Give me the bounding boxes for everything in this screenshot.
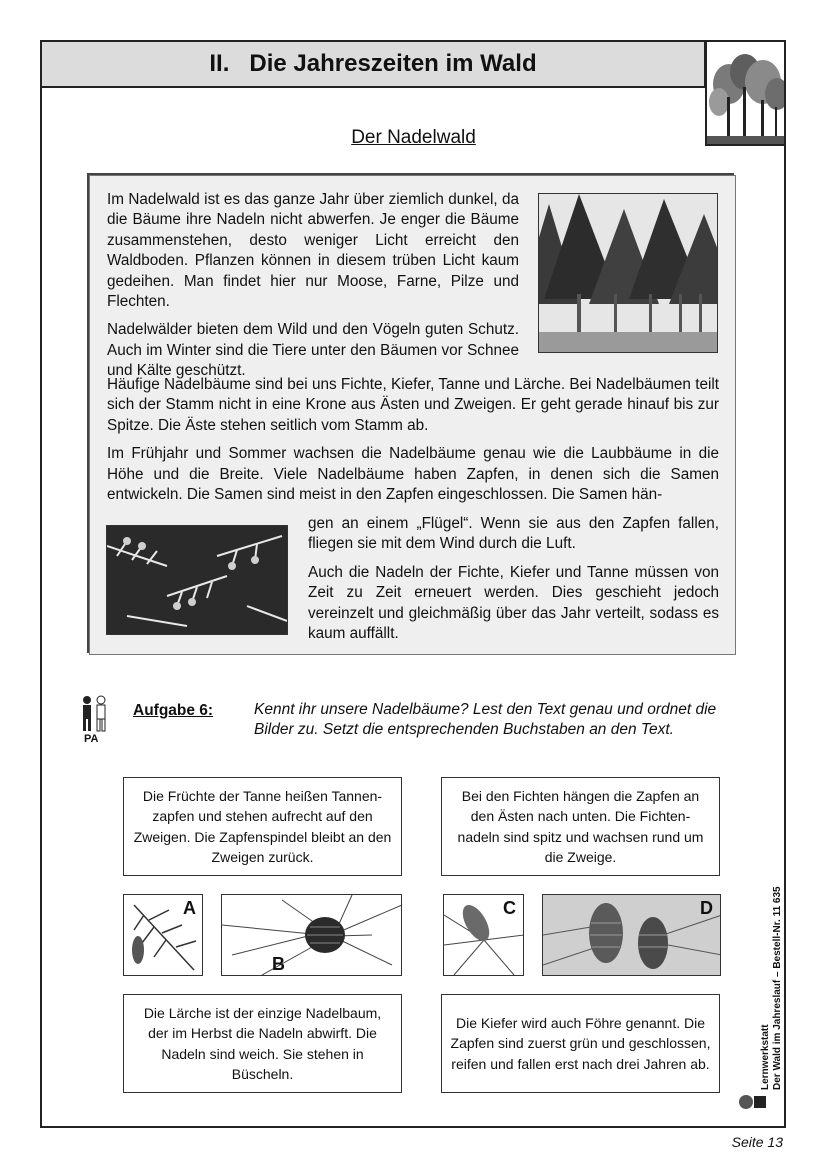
task-label: Aufgabe 6:	[133, 702, 214, 719]
card-fichte: Bei den Fichten hängen die Zapfen an den Ästen nach unten. Die Fichten-nadeln sind spitz und wachsen rund um die Zweige.	[441, 777, 720, 876]
text-block-middle	[107, 375, 719, 513]
text-block-bottom	[308, 514, 719, 652]
section-title: Der Nadelwald	[351, 127, 476, 148]
letter-d: D	[700, 898, 713, 918]
card-tanne: Die Früchte der Tanne heißen Tannen-zapfen und stehen aufrecht auf den Zweigen. Die Zapfenspindel bleibt an den Zweigen zurück.	[123, 777, 402, 876]
image-d-spruce-cones	[542, 894, 721, 976]
paragraph-2: Nadelwälder bieten dem Wild und den Vögeln guten Schutz. Auch im Winter sind die Tiere unter den Bäumen vor Schnee und Kälte geschützt.	[107, 321, 519, 380]
card-laerche: Die Lärche ist der einzige Nadelbaum, der im Herbst die Nadeln abwirft. Die Nadeln sind weich. Sie stehen in Büscheln.	[123, 994, 402, 1093]
spruce-branch-photo	[106, 525, 288, 635]
letter-c: C	[503, 898, 516, 918]
sidebar-publication-info: Lernwerkstatt Der Wald im Jahreslauf – Bestell-Nr. 11 635	[760, 886, 783, 1090]
students-icon	[78, 695, 110, 733]
image-b-pine-cone	[221, 894, 402, 976]
card-kiefer: Die Kiefer wird auch Föhre genannt. Die Zapfen sind zuerst grün und geschlossen, reifen und fallen erst nach drei Jahren ab.	[441, 994, 720, 1093]
paragraph-5: Auch die Nadeln der Fichte, Kiefer und Tanne müssen von Zeit zu Zeit erneuert werden. Dies geschieht jedoch vereinzelt und gleichmäßig über das Jahr verteilt, sodass es kaum auffällt.	[308, 563, 719, 643]
paragraph-1: Im Nadelwald ist es das ganze Jahr über ziemlich dunkel, da die Bäume ihre Nadeln nicht abwerfen. Je enger die Bäume zusammenstehen, desto weniger Licht erreicht den Waldboden. Pflanzen können in diesem trüben Licht kaum gedeihen. Man findet hier nur Moose, Farne, Pilze und Flechten.	[107, 191, 519, 311]
paragraph-4b: gen an einem „Flügel“. Wenn sie aus den Zapfen fallen, fliegen sie mit dem Wind durch die Luft.	[308, 515, 719, 553]
forest-photo	[538, 193, 718, 353]
page-title: II. Die Jahreszeiten im Wald	[40, 40, 706, 88]
text-block-top	[107, 190, 519, 390]
page-number: Seite 13	[731, 1134, 783, 1150]
paragraph-4a: Im Frühjahr und Sommer wachsen die Nadelbäume genau wie die Laubbäume in die Höhe und die Breite. Viele Nadelbäume haben Zapfen, in denen sich die Samen entwickeln. Die Samen sind meist in den Zapfen eingeschlossen. Die Samen hän-	[107, 445, 719, 504]
task-instruction: Kennt ihr unsere Nadelbäume? Lest den Text genau und ordnet die Bilder zu. Setzt die entsprechenden Buchstaben an den Text.	[254, 701, 717, 738]
letter-b: B	[272, 954, 285, 974]
publisher-logo-icon	[738, 1092, 768, 1112]
letter-a: A	[183, 898, 196, 918]
paragraph-3: Häufige Nadelbäume sind bei uns Fichte, Kiefer, Tanne und Lärche. Bei Nadelbäumen teilt sich der Stamm nicht in eine Krone aus Ästen und Zweigen. Er geht gerade hinauf bis zur Spitze. Die Äste stehen seitlich vom Stamm ab.	[107, 376, 719, 434]
pa-label: PA	[84, 733, 99, 745]
